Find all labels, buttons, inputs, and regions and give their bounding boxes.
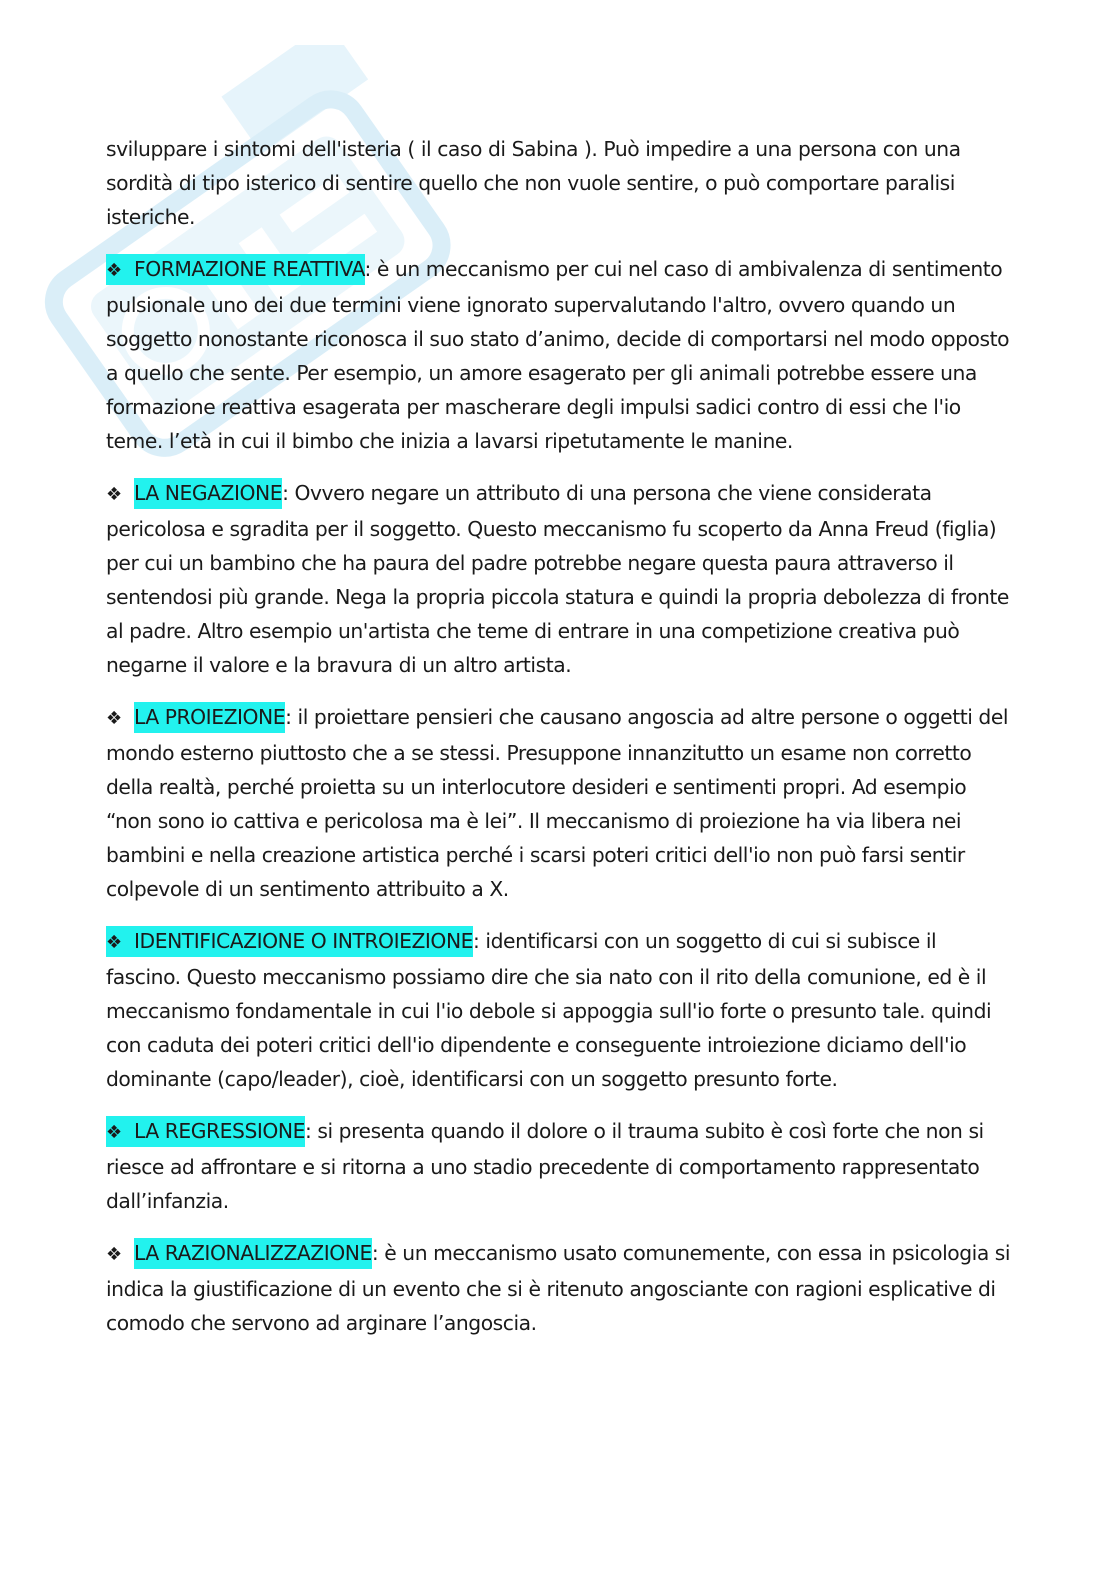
paragraph-text: : è un meccanismo per cui nel caso di ambivalenza di sentimento pulsionale uno dei due termini viene ignorato supervalutando l'altro, ovvero quando un soggetto nonostante riconosca il suo stato d’animo, decide di comportarsi nel modo opposto a quello che sente. Per esempio, un amore esagerato per gli animali potrebbe essere una formazione reattiva esagerata per mascherare degli impulsi sadici contro di essi che l'io teme. l’età in cui il bimbo che inizia a lavarsi ripetutamente le manine. [106, 257, 1010, 453]
heading-text: LA REGRESSIONE [134, 1119, 305, 1143]
paragraph-identificazione [106, 924, 1011, 1096]
paragraph-proiezione [106, 700, 1011, 906]
diamond-bullet-icon: ❖ [106, 708, 122, 729]
paragraph-intro [106, 132, 1011, 234]
highlighted-heading: LA RAZIONALIZZAZIONE [134, 1238, 372, 1269]
heading-text: IDENTIFICAZIONE O INTROIEZIONE [134, 929, 474, 953]
paragraph-formazione-reattiva [106, 252, 1011, 458]
highlighted-heading [106, 926, 473, 957]
paragraph-text: : Ovvero negare un attributo di una persona che viene considerata pericolosa e sgradita per il soggetto. Questo meccanismo fu scoperto da Anna Freud (figlia) per cui un bambino che ha paura del padre potrebbe negare questa paura attraverso il sentendosi più grande. Nega la propria piccola statura e quindi la propria debolezza di fronte al padre. Altro esempio un'artista che teme di entrare in una competizione creativa può negarne il valore e la bravura di un altro artista. [106, 481, 1009, 677]
paragraph-text: : è un meccanismo usato comunemente, con essa in psicologia si indica la giustificazione di un evento che si è ritenuto angosciante con ragioni esplicative di comodo che servono ad arginare l’angoscia. [106, 1241, 1011, 1335]
highlighted-heading: LA PROIEZIONE [134, 702, 285, 733]
paragraph-text: : identificarsi con un soggetto di cui si subisce il fascino. Questo meccanismo possiamo dire che sia nato con il rito della comunione, ed è il meccanismo fondamentale in cui l'io debole si appoggia sull'io forte o presunto tale. quindi con caduta dei poteri critici dell'io dipendente e conseguente introiezione diciamo dell'io dominante (capo/leader), cioè, identificarsi con un soggetto presunto forte. [106, 929, 992, 1091]
paragraph-text: : il proiettare pensieri che causano angoscia ad altre persone o oggetti del mondo esterno piuttosto che a se stessi. Presuppone innanzitutto un esame non corretto della realtà, perché proietta su un interlocutore desideri e sentimenti propri. Ad esempio “non sono io cattiva e pericolosa ma è lei”. Il meccanismo di proiezione ha via libera nei bambini e nella creazione artistica perché i scarsi poteri critici dell'io non può farsi sentir colpevole di un sentimento attribuito a X. [106, 705, 1009, 901]
highlighted-heading [106, 254, 365, 285]
paragraph-text: : si presenta quando il dolore o il trauma subito è così forte che non si riesce ad affrontare e si ritorna a uno stadio precedente di comportamento rappresentato dall’infanzia. [106, 1119, 984, 1213]
highlighted-heading: LA NEGAZIONE [134, 478, 282, 509]
document-body [106, 132, 1011, 1358]
diamond-bullet-icon: ❖ [106, 484, 122, 505]
paragraph-regressione [106, 1114, 1011, 1218]
diamond-bullet-icon: ❖ [106, 260, 122, 281]
highlighted-heading [106, 1116, 305, 1147]
heading-text: FORMAZIONE REATTIVA [134, 257, 365, 281]
diamond-bullet-icon: ❖ [106, 932, 122, 953]
diamond-bullet-icon: ❖ [106, 1122, 122, 1143]
paragraph-negazione [106, 476, 1011, 682]
paragraph-razionalizzazione [106, 1236, 1011, 1340]
diamond-bullet-icon: ❖ [106, 1244, 122, 1265]
paragraph-text: sviluppare i sintomi dell'isteria ( il caso di Sabina ). Può impedire a una persona con una sordità di tipo isterico di sentire quello che non vuole sentire, o può comportare paralisi isteriche. [106, 137, 961, 229]
